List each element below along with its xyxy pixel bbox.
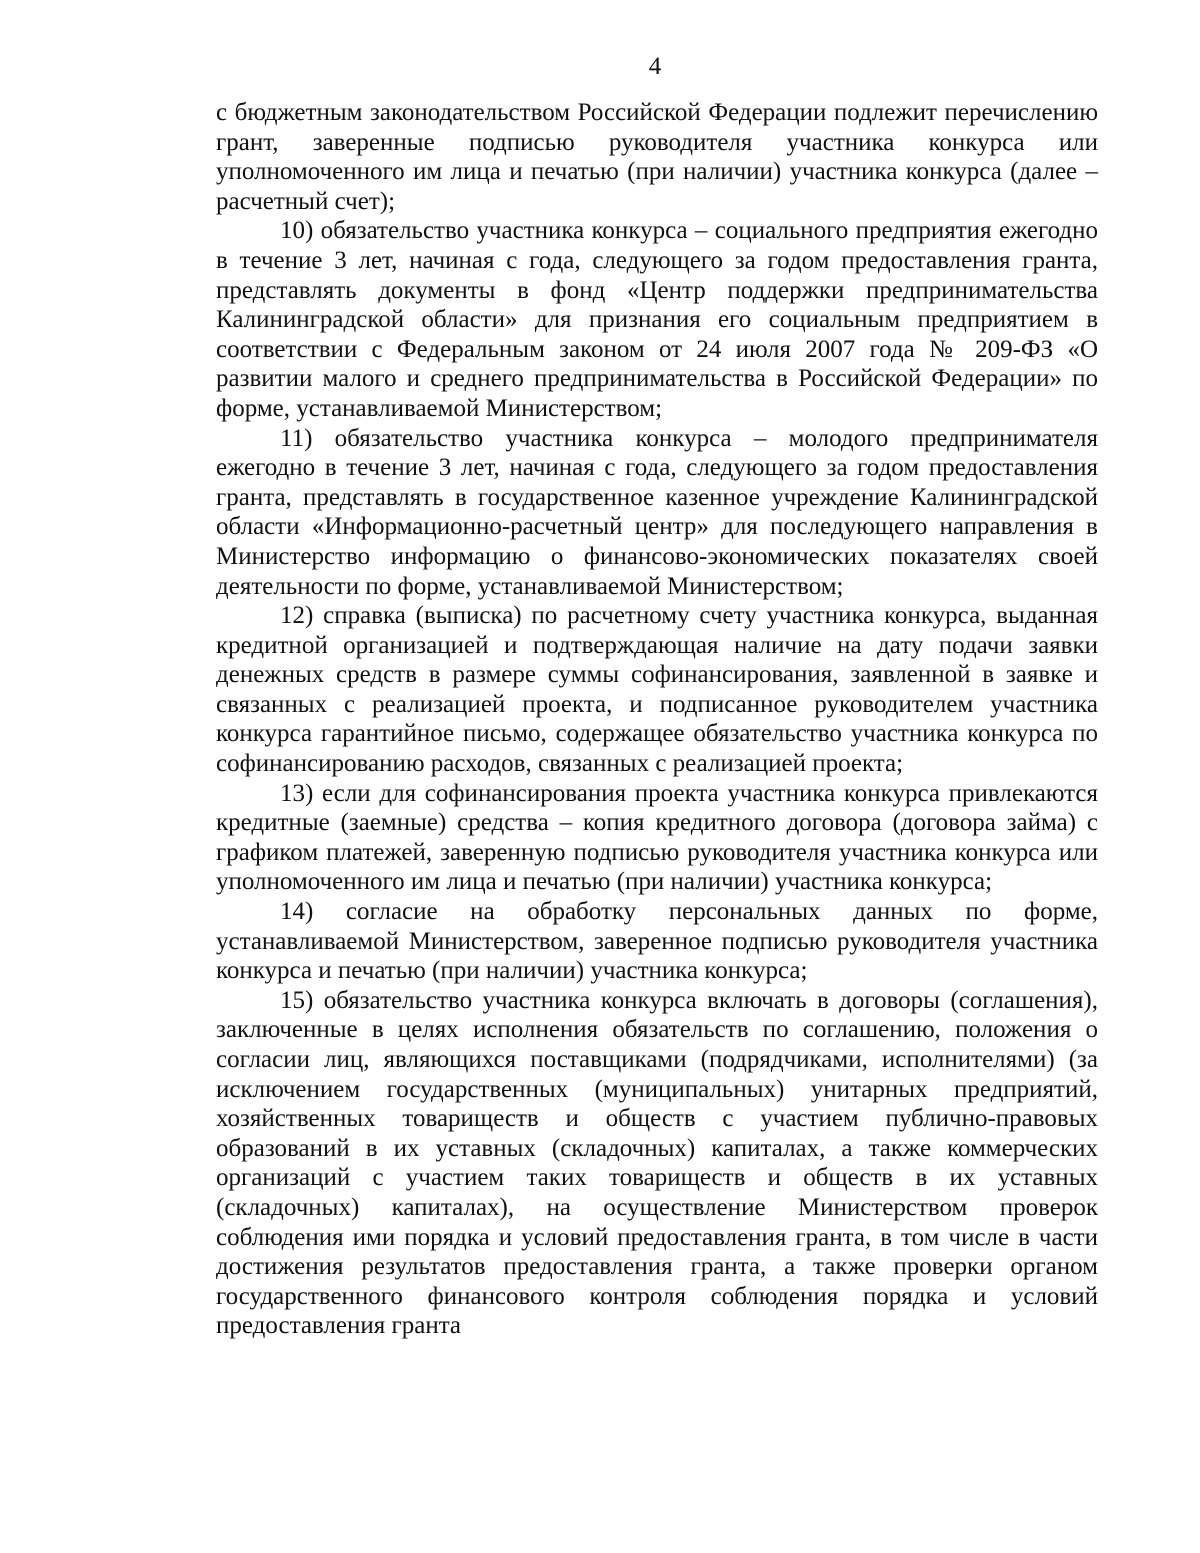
paragraph-continuation: с бюджетным законодательством Российской Федерации подлежит перечислению грант, заверенные подписью руководителя участника конкурса или уполномоченного им лица и печатью (при наличии) участника конкурса (далее – расчетный счет); — [216, 99, 1098, 215]
document-body — [216, 98, 1098, 1341]
paragraph-item-14: 14) согласие на обработку персональных данных по форме, устанавливаемой Министерством, заверенное подписью руководителя участника конкурса и печатью (при наличии) участника конкурса; — [216, 898, 1098, 985]
page-number: 4 — [648, 53, 662, 80]
paragraph-item-15: 15) обязательство участника конкурса включать в договоры (соглашения), заключенные в целях исполнения обязательств по соглашению, положения о согласии лиц, являющихся поставщиками (подрядчиками, исполнителями) (за исключением государственных (муниципальных) унитарных предприятий, хозяйственных товариществ и обществ с участием публично-правовых образований в их уставных (складочных) капиталах, а также коммерческих организаций с участием таких товариществ и обществ в их уставных (складочных) капиталах), на осуществление Министерством проверок соблюдения ими порядка и условий предоставления гранта, в том числе в части достижения результатов предоставления гранта, а также проверки органом государственного финансового контроля соблюдения порядка и условий предоставления гранта — [216, 986, 1098, 1340]
paragraph-item-12: 12) справка (выписка) по расчетному счету участника конкурса, выданная кредитной организацией и подтверждающая наличие на дату подачи заявки денежных средств в размере суммы софинансирования, заявленной в заявке и связанных с реализацией проекта, и подписанное руководителем участника конкурса гарантийное письмо, содержащее обязательство участника конкурса по софинансированию расходов, связанных с реализацией проекта; — [216, 602, 1098, 778]
paragraph-item-10: 10) обязательство участника конкурса – социального предприятия ежегодно в течение 3 лет, начиная с года, следующего за годом предоставления гранта, представлять документы в фонд «Центр поддержки предпринимательства Калининградской области» для признания его социальным предприятием в соответствии с Федеральным законом от 24 июля 2007 года № 209-ФЗ «О развитии малого и среднего предпринимательства в Российской Федерации» по форме, устанавливаемой Министерством; — [216, 217, 1098, 422]
paragraph-item-11: 11) обязательство участника конкурса – молодого предпринимателя ежегодно в течение 3 лет, начиная с года, следующего за годом предоставления гранта, представлять в государственное казенное учреждение Калининградской области «Информационно-расчетный центр» для последующего направления в Министерство информацию о финансово-экономических показателях своей деятельности по форме, устанавливаемой Министерством; — [216, 424, 1098, 600]
paragraph-item-13: 13) если для софинансирования проекта участника конкурса привлекаются кредитные (заемные) средства – копия кредитного договора (договора займа) с графиком платежей, заверенную подписью руководителя участника конкурса или уполномоченного им лица и печатью (при наличии) участника конкурса; — [216, 779, 1098, 896]
